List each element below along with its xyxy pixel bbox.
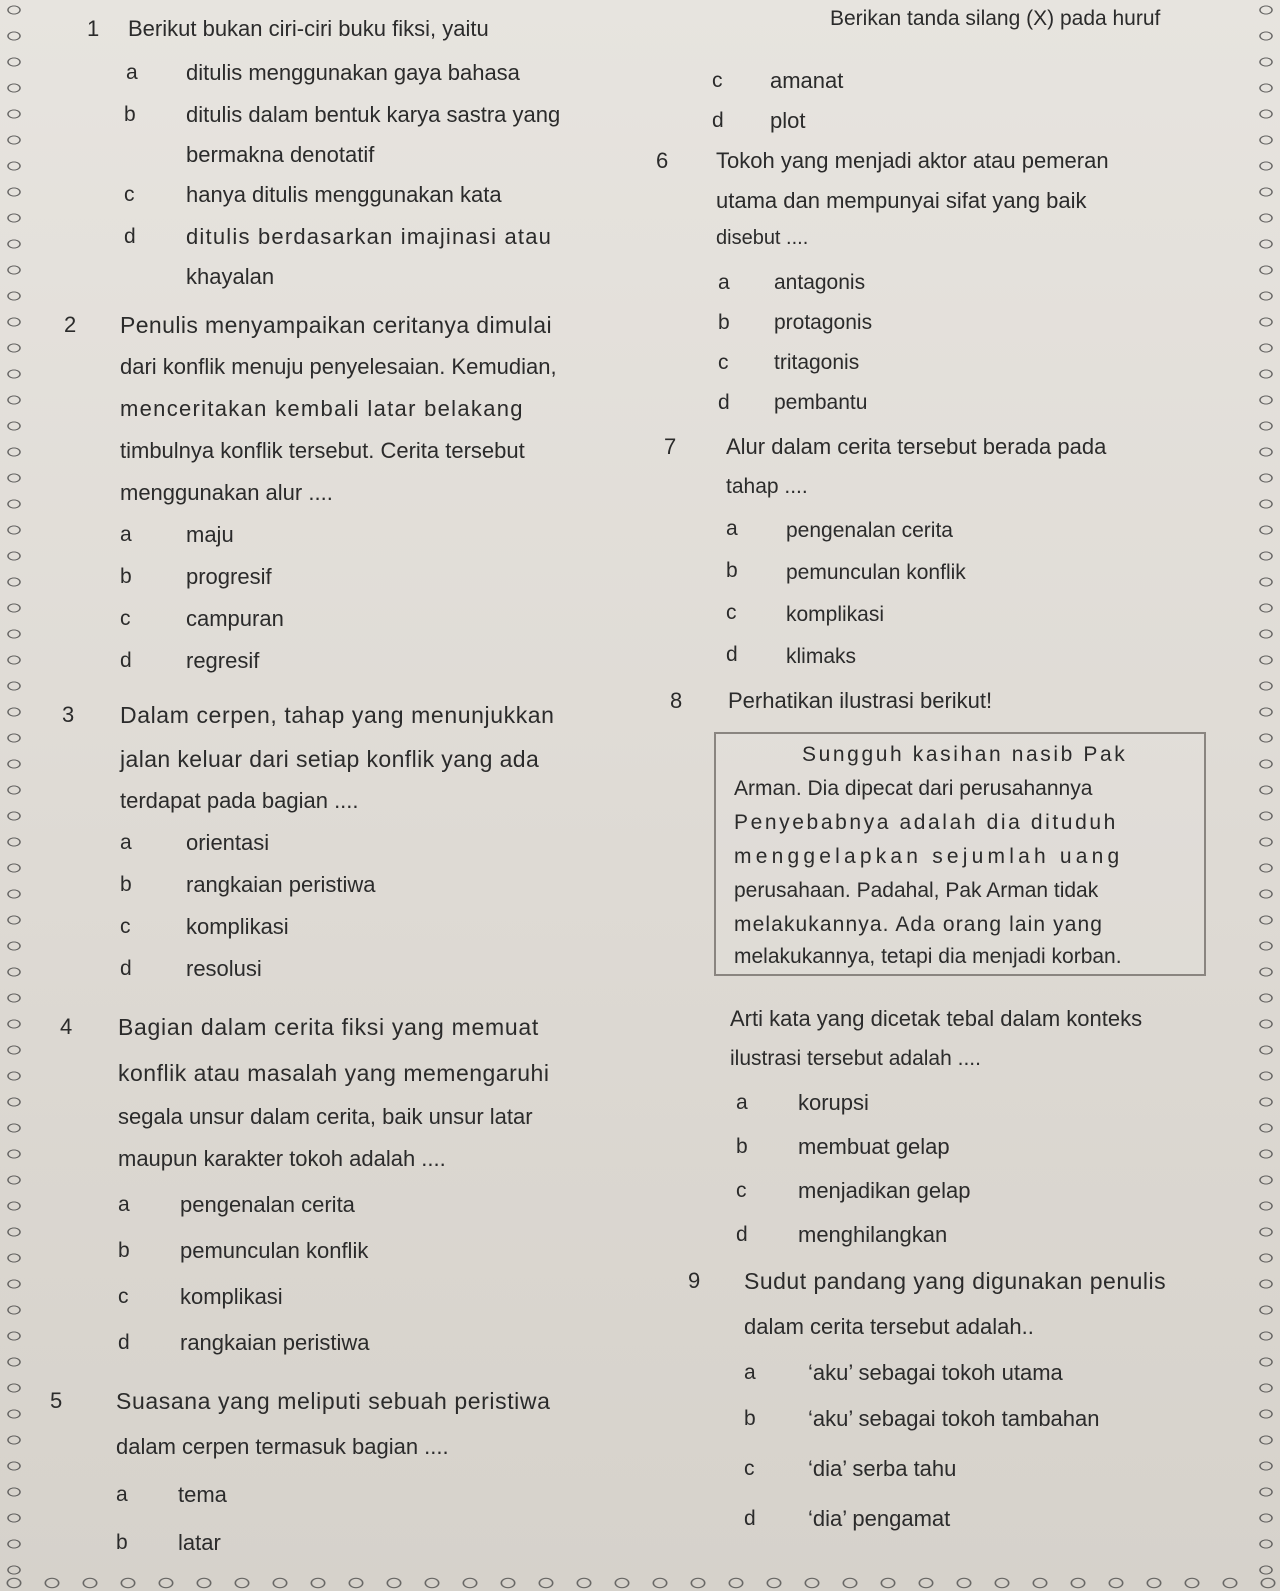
option-letter[interactable]: b	[118, 1239, 130, 1262]
question-text: segala unsur dalam cerita, baik unsur latar	[118, 1104, 533, 1129]
question-text: dari konflik menuju penyelesaian. Kemudian,	[120, 354, 557, 379]
question-text: Dalam cerpen, tahap yang menunjukkan	[120, 702, 555, 728]
option-text: bermakna denotatif	[186, 142, 375, 167]
question-text: jalan keluar dari setiap konflik yang ada	[120, 746, 540, 772]
question-text: Perhatikan ilustrasi berikut!	[728, 688, 993, 713]
question-text: disebut ....	[716, 227, 809, 249]
option-text: resolusi	[186, 956, 262, 981]
option-letter[interactable]: b	[116, 1531, 128, 1554]
option-text: pembantu	[774, 391, 868, 414]
option-text: rangkaian peristiwa	[180, 1330, 370, 1355]
option-letter[interactable]: d	[736, 1223, 748, 1246]
question-text: terdapat pada bagian ....	[120, 788, 359, 813]
question-text: menceritakan kembali latar belakang	[120, 396, 524, 421]
option-letter[interactable]: a	[120, 831, 132, 854]
option-letter[interactable]: d	[124, 225, 136, 248]
option-letter[interactable]: c	[744, 1457, 755, 1480]
question-number: 6	[656, 148, 669, 173]
option-letter[interactable]: a	[118, 1193, 130, 1216]
illustration-line: Arman. Dia dipecat dari perusahannya	[734, 777, 1093, 800]
option-text: ditulis berdasarkan imajinasi atau	[186, 224, 553, 249]
option-text: amanat	[770, 68, 844, 93]
question-number: 7	[664, 434, 677, 459]
option-text: menghilangkan	[798, 1222, 948, 1247]
option-text: ‘dia’ serba tahu	[808, 1456, 957, 1481]
option-text: antagonis	[774, 271, 866, 294]
option-text: rangkaian peristiwa	[186, 872, 376, 897]
option-text: progresif	[186, 564, 272, 589]
question-text: Bagian dalam cerita fiksi yang memuat	[118, 1014, 539, 1040]
spiral-binding-bottom	[0, 1565, 1280, 1591]
option-letter[interactable]: b	[718, 311, 730, 334]
question-text: ilustrasi tersebut adalah ....	[730, 1047, 981, 1070]
question-number: 8	[670, 688, 683, 713]
option-letter[interactable]: b	[120, 565, 132, 588]
illustration-line: menggelapkan sejumlah uang	[734, 845, 1124, 868]
option-text: komplikasi	[180, 1284, 283, 1309]
option-text: maju	[186, 522, 234, 547]
option-text: khayalan	[186, 264, 275, 289]
option-text: campuran	[186, 606, 284, 631]
question-number: 4	[60, 1014, 73, 1039]
question-text: konflik atau masalah yang memengaruhi	[118, 1060, 550, 1086]
option-letter[interactable]: b	[124, 103, 136, 126]
option-letter[interactable]: c	[120, 915, 131, 938]
option-text: tritagonis	[774, 351, 860, 374]
instruction-header: Berikan tanda silang (X) pada huruf	[830, 7, 1161, 30]
option-text: komplikasi	[786, 603, 885, 626]
option-text: orientasi	[186, 830, 270, 855]
spiral-binding-left	[0, 0, 40, 1591]
illustration-line: melakukannya, tetapi dia menjadi korban.	[734, 945, 1122, 968]
option-letter[interactable]: a	[736, 1091, 748, 1114]
option-letter[interactable]: b	[726, 559, 738, 582]
option-letter[interactable]: c	[712, 69, 723, 92]
option-text: pengenalan cerita	[786, 519, 953, 542]
illustration-box	[714, 732, 1206, 976]
option-text: pengenalan cerita	[180, 1192, 355, 1217]
option-letter[interactable]: d	[120, 957, 132, 980]
spiral-binding-right	[1240, 0, 1280, 1591]
option-letter[interactable]: a	[120, 523, 132, 546]
option-letter[interactable]: c	[736, 1179, 747, 1202]
option-letter[interactable]: c	[726, 601, 737, 624]
option-text: pemunculan konflik	[180, 1238, 369, 1263]
option-letter[interactable]: c	[718, 351, 729, 374]
question-text: Penulis menyampaikan ceritanya dimulai	[120, 312, 552, 338]
option-letter[interactable]: c	[124, 183, 135, 206]
option-text: ditulis menggunakan gaya bahasa	[186, 60, 520, 85]
option-letter[interactable]: b	[736, 1135, 748, 1158]
option-text: ‘aku’ sebagai tokoh tambahan	[808, 1406, 1100, 1431]
option-text: tema	[178, 1482, 227, 1507]
option-letter[interactable]: d	[726, 643, 738, 666]
question-text: Arti kata yang dicetak tebal dalam konteks	[730, 1006, 1143, 1031]
option-text: membuat gelap	[798, 1134, 950, 1159]
option-text: korupsi	[798, 1090, 869, 1115]
option-letter[interactable]: c	[118, 1285, 129, 1308]
option-text: latar	[178, 1530, 221, 1555]
option-letter[interactable]: a	[744, 1361, 756, 1384]
question-text: menggunakan alur ....	[120, 480, 333, 505]
option-text: komplikasi	[186, 914, 289, 939]
option-letter[interactable]: d	[744, 1507, 756, 1530]
question-number: 3	[62, 702, 75, 727]
question-number: 1	[87, 16, 100, 41]
option-text: klimaks	[786, 645, 857, 668]
illustration-line: melakukannya. Ada orang lain yang	[734, 913, 1104, 936]
option-text: ‘dia’ pengamat	[808, 1506, 951, 1531]
option-letter[interactable]: d	[712, 109, 724, 132]
illustration-line: perusahaan. Padahal, Pak Arman tidak	[734, 879, 1099, 902]
option-text: ‘aku’ sebagai tokoh utama	[808, 1360, 1063, 1385]
option-text: hanya ditulis menggunakan kata	[186, 182, 502, 207]
question-text: Suasana yang meliputi sebuah peristiwa	[116, 1388, 551, 1414]
option-letter[interactable]: c	[120, 607, 131, 630]
question-text: Sudut pandang yang digunakan penulis	[744, 1268, 1167, 1294]
question-text: maupun karakter tokoh adalah ....	[118, 1146, 446, 1171]
option-text: regresif	[186, 648, 260, 673]
option-text: plot	[770, 108, 806, 133]
option-text: ditulis dalam bentuk karya sastra yang	[186, 102, 561, 127]
option-letter[interactable]: b	[744, 1407, 756, 1430]
option-text: menjadikan gelap	[798, 1178, 971, 1203]
option-letter[interactable]: d	[118, 1331, 130, 1354]
option-letter[interactable]: b	[120, 873, 132, 896]
question-text: dalam cerpen termasuk bagian ....	[116, 1434, 449, 1459]
option-letter[interactable]: a	[726, 517, 738, 540]
option-letter[interactable]: d	[718, 391, 730, 414]
option-text: pemunculan konflik	[786, 561, 966, 584]
question-text: tahap ....	[726, 475, 808, 498]
option-text: protagonis	[774, 311, 873, 334]
option-letter[interactable]: a	[718, 271, 730, 294]
illustration-line: Penyebabnya adalah dia dituduh	[734, 811, 1118, 834]
question-number: 2	[64, 312, 77, 337]
question-number: 5	[50, 1388, 63, 1413]
question-text: Tokoh yang menjadi aktor atau pemeran	[716, 148, 1109, 173]
question-text: timbulnya konflik tersebut. Cerita tersebut	[120, 438, 525, 463]
option-letter[interactable]: a	[126, 61, 138, 84]
question-text: dalam cerita tersebut adalah..	[744, 1314, 1034, 1339]
option-letter[interactable]: a	[116, 1483, 128, 1506]
option-letter[interactable]: d	[120, 649, 132, 672]
illustration-line: Sungguh kasihan nasib Pak	[802, 743, 1128, 766]
question-text: Berikut bukan ciri-ciri buku fiksi, yaitu	[128, 16, 489, 41]
question-text: utama dan mempunyai sifat yang baik	[716, 188, 1087, 213]
question-number: 9	[688, 1268, 701, 1293]
question-text: Alur dalam cerita tersebut berada pada	[726, 434, 1107, 459]
